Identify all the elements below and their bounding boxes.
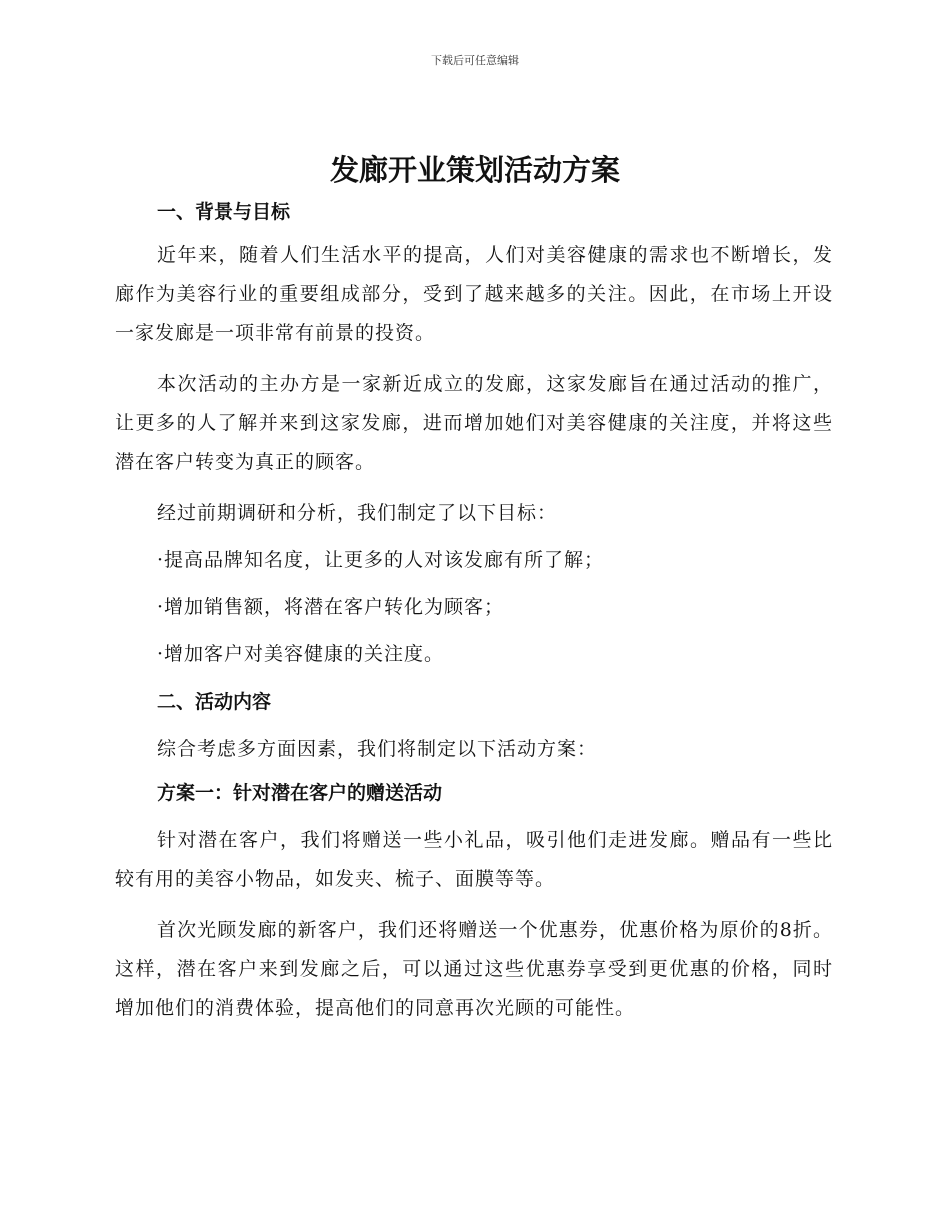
document-title: 发廊开业策划活动方案 <box>329 153 620 187</box>
paragraph-plan-intro: 综合考虑多方面因素，我们将制定以下活动方案： <box>157 738 598 760</box>
paragraph-intro: 近年来，随着人们生活水平的提高，人们对美容健康的需求也不断增长，发廊作为美容行业的重要组成部分，受到了越来越多的关注。因此，在市场上开设一家发廊是一项非常有前景的投资。 <box>115 244 833 344</box>
paragraph-goals-intro: 经过前期调研和分析，我们制定了以下目标： <box>157 502 558 524</box>
section-heading-background: 一、背景与目标 <box>157 201 291 223</box>
paragraph-coupon: 首次光顾发廊的新客户，我们还将赠送一个优惠券，优惠价格为原价的8折。这样，潜在客户来到发廊之后，可以通过这些优惠券享受到更优惠的价格，同时增加他们的消费体验，提高他们的同意再次光顾的可能性。 <box>115 919 833 1019</box>
goal-item-sales: ·增加销售额，将潜在客户转化为顾客； <box>157 596 505 618</box>
section-heading-activities: 二、活动内容 <box>157 691 272 713</box>
header-note: 下载后可任意编辑 <box>431 54 519 67</box>
document-body <box>115 196 833 1028</box>
goal-item-attention: ·增加客户对美容健康的关注度。 <box>157 643 445 665</box>
goal-item-brand: ·提高品牌知名度，让更多的人对该发廊有所了解； <box>157 549 605 571</box>
paragraph-gifts: 针对潜在客户，我们将赠送一些小礼品，吸引他们走进发廊。赠品有一些比较有用的美容小物品，如发夹、梳子、面膜等等。 <box>115 829 833 890</box>
paragraph-organizer: 本次活动的主办方是一家新近成立的发廊，这家发廊旨在通过活动的推广，让更多的人了解并来到这家发廊，进而增加她们对美容健康的关注度，并将这些潜在客户转变为真正的顾客。 <box>115 373 833 473</box>
plan-one-heading: 方案一：针对潜在客户的赠送活动 <box>157 782 443 804</box>
